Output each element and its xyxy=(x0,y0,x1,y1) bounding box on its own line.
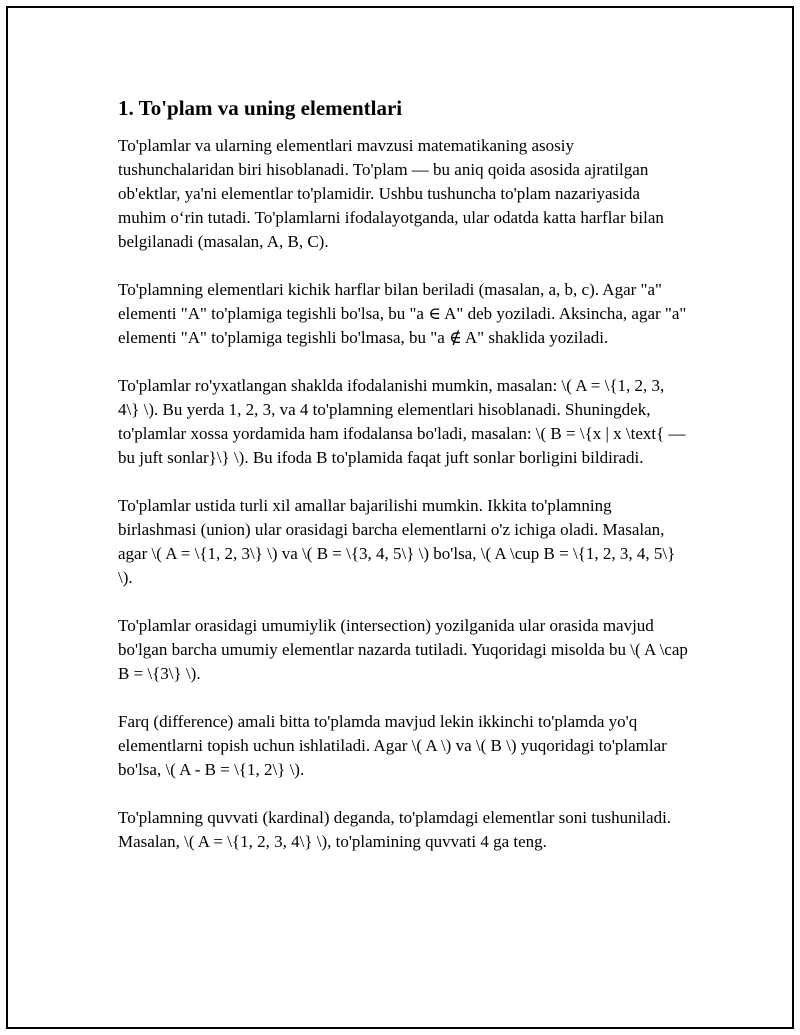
paragraph-cardinality: To'plamning quvvati (kardinal) deganda, to'plamdagi elementlar soni tushuniladi. Masalan, \( A = \{1, 2, 3, 4\} \), to'plamining quvvati 4 ga teng. xyxy=(118,808,672,851)
paragraph-difference: Farq (difference) amali bitta to'plamda mavjud lekin ikkinchi to'plamda yo'q elementlarni topish uchun ishlatiladi. Agar \( A \) va \( B \) yuqoridagi to'plamlar bo'lsa, \( A - B = \{1, 2\} \). xyxy=(118,712,667,779)
document-body xyxy=(118,96,688,878)
paragraph-elements: To'plamning elementlari kichik harflar bilan beriladi (masalan, a, b, c). Agar "a" elementi "A" to'plamiga tegishli bo'lsa, bu "a ∈ A" deb yoziladi. Aksincha, agar "a" elementi "A" to'plamiga tegishli bo'lmasa, bu "a ∉ A" shaklida yoziladi. xyxy=(118,280,687,347)
paragraph-intro: To'plamlar va ularning elementlari mavzusi matematikaning asosiy tushunchalaridan biri hisoblanadi. To'plam — bu aniq qoida asosida ajratilgan ob'ektlar, ya'ni elementlar to'plamidir. Ushbu tushuncha to'plam nazariyasida muhim oʻrin tutadi. To'plamlarni ifodalayotganda, ular odatda katta harflar bilan belgilanadi (masalan, A, B, C). xyxy=(118,136,664,251)
paragraph-union: To'plamlar ustida turli xil amallar bajarilishi mumkin. Ikkita to'plamning birlashmasi (union) ular orasidagi barcha elementlarni o'z ichiga oladi. Masalan, agar \( A = \{1, 2, 3\} \) va \( B = \{3, 4, 5\} \) bo'lsa, \( A \cup B = \{1, 2, 3, 4, 5\} \). xyxy=(118,496,676,587)
paragraph-notation: To'plamlar ro'yxatlangan shaklda ifodalanishi mumkin, masalan: \( A = \{1, 2, 3, 4\} \). Bu yerda 1, 2, 3, va 4 to'plamning elementlari hisoblanadi. Shuningdek, to'plamlar xossa yordamida ham ifodalansa bo'ladi, masalan: \( B = \{x | x \text{ — bu juft sonlar}\} \). Bu ifoda B to'plamida faqat juft sonlar borligini bildiradi. xyxy=(118,376,686,467)
paragraph-intersection: To'plamlar orasidagi umumiylik (intersection) yozilganida ular orasida mavjud bo'lgan barcha umumiy elementlar nazarda tutiladi. Yuqoridagi misolda bu \( A \cap B = \{3\} \). xyxy=(118,616,688,683)
section-heading: 1. To'plam va uning elementlari xyxy=(118,96,403,120)
